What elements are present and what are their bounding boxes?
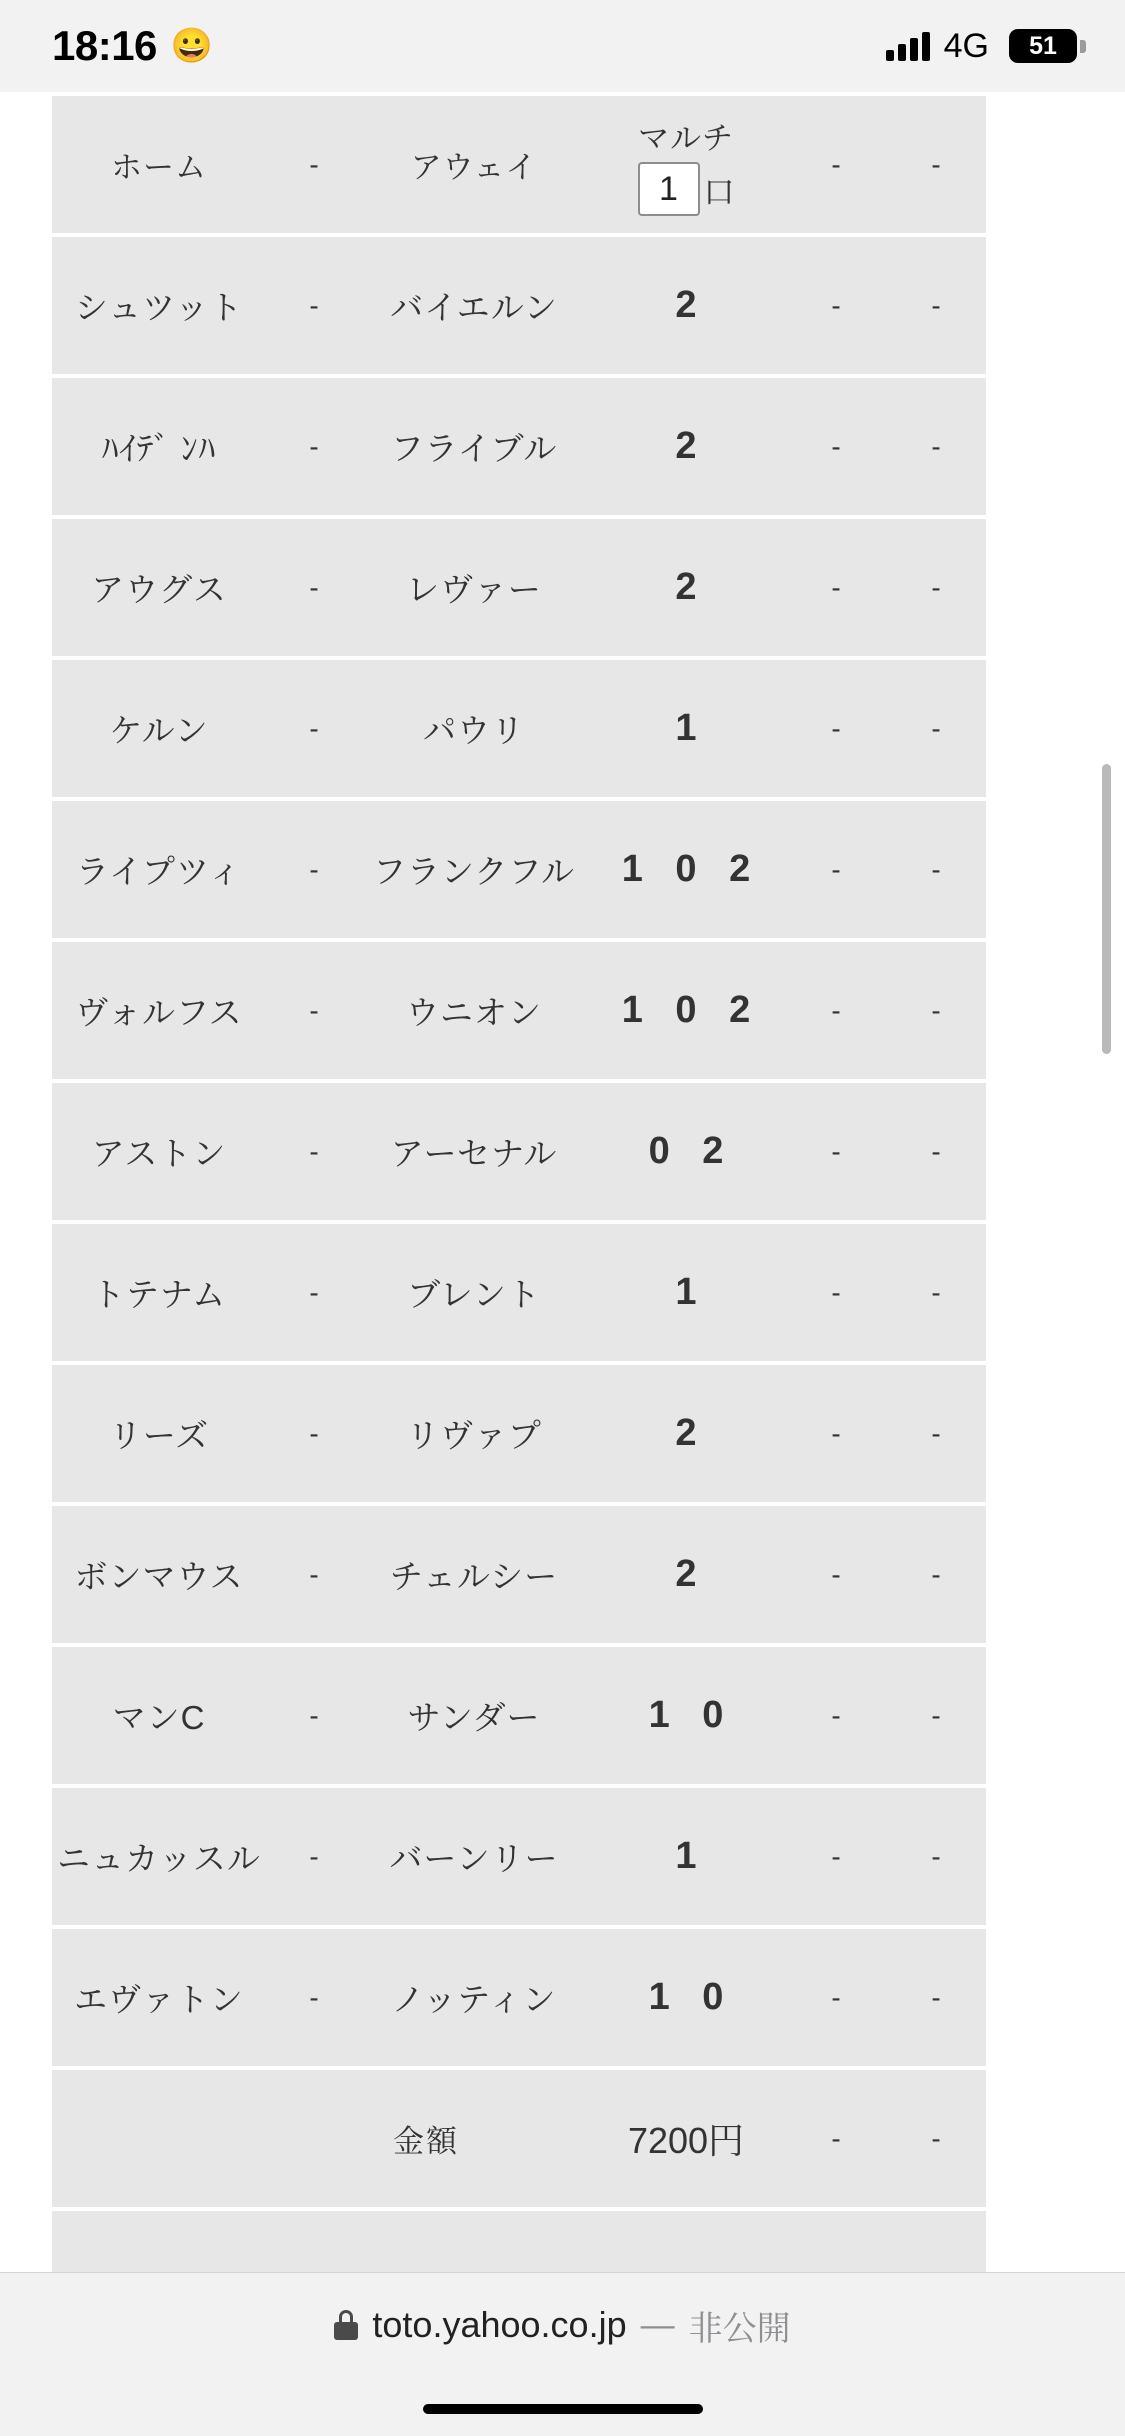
cell-away: サンダー	[362, 1647, 586, 1784]
cell-result-1: -	[786, 378, 886, 515]
cell-away: パウリ	[362, 660, 586, 797]
table-row	[52, 519, 986, 656]
table-row	[52, 1788, 986, 1925]
status-bar-left	[52, 22, 213, 70]
cell-spacer	[52, 2070, 266, 2207]
cell-home: トテナム	[52, 1224, 266, 1361]
cell-away: ブレント	[362, 1224, 586, 1361]
cell-result-1: -	[786, 660, 886, 797]
cell-partial	[886, 2211, 986, 2272]
table-row	[52, 1083, 986, 1220]
cell-pick[interactable]: 1	[586, 1788, 786, 1925]
cell-home: ボンマウス	[52, 1506, 266, 1643]
vertical-scrollbar[interactable]	[1102, 764, 1111, 1054]
cell-dash: -	[266, 660, 362, 797]
cell-home: シュツット	[52, 237, 266, 374]
cell-partial	[362, 2211, 586, 2272]
cell-dash: -	[266, 1647, 362, 1784]
cell-partial	[586, 2211, 786, 2272]
cell-result-2: -	[886, 96, 986, 233]
cell-result-2: -	[886, 801, 986, 938]
cell-pick[interactable]: 2	[586, 378, 786, 515]
cell-home: ヴォルフス	[52, 942, 266, 1079]
home-indicator[interactable]	[423, 2404, 703, 2414]
status-time: 18:16	[52, 22, 157, 69]
cell-result-2: -	[886, 1647, 986, 1784]
cell-result-2: -	[886, 378, 986, 515]
cell-result-1: -	[786, 942, 886, 1079]
cell-result-2: -	[886, 1929, 986, 2066]
cell-dash: -	[266, 519, 362, 656]
status-bar	[0, 0, 1125, 92]
cell-result-1: -	[786, 237, 886, 374]
table-row	[52, 1506, 986, 1643]
cell-result-2: -	[886, 2070, 986, 2207]
cell-result-2: -	[886, 519, 986, 656]
cell-home: ケルン	[52, 660, 266, 797]
cell-result-1: -	[786, 1365, 886, 1502]
bet-table	[52, 92, 986, 2272]
cell-result-2: -	[886, 1365, 986, 1502]
table-row	[52, 660, 986, 797]
multi-label: マルチ	[638, 121, 734, 156]
cell-result-1: -	[786, 1506, 886, 1643]
cell-dash: -	[266, 801, 362, 938]
cell-result-1: -	[786, 519, 886, 656]
url-separator: —	[640, 2305, 675, 2344]
url-label[interactable]: toto.yahoo.co.jp	[372, 2304, 627, 2345]
cell-dash: -	[266, 96, 362, 233]
cell-dash: -	[266, 1224, 362, 1361]
network-type-label: 4G	[943, 26, 989, 65]
cell-dash: -	[266, 1788, 362, 1925]
cell-result-1: -	[786, 1647, 886, 1784]
table-row	[52, 96, 986, 233]
table-row	[52, 378, 986, 515]
cell-away: フランクフル	[362, 801, 586, 938]
cell-dash: -	[266, 1929, 362, 2066]
cell-partial	[52, 2211, 266, 2272]
cell-multi[interactable]	[586, 96, 786, 233]
table-row	[52, 1365, 986, 1502]
cell-away: バーンリー	[362, 1788, 586, 1925]
battery-icon	[1009, 29, 1077, 63]
cell-home: ホーム	[52, 96, 266, 233]
table-row	[52, 942, 986, 1079]
cell-away: チェルシー	[362, 1506, 586, 1643]
cell-pick[interactable]: 1 0	[586, 1929, 786, 2066]
table-row	[52, 1647, 986, 1784]
cell-pick[interactable]: 2	[586, 237, 786, 374]
table-row	[52, 237, 986, 374]
cell-away: ウニオン	[362, 942, 586, 1079]
cell-pick[interactable]: 1 0 2	[586, 942, 786, 1079]
cell-pick[interactable]: 2	[586, 1506, 786, 1643]
cell-away: フライブル	[362, 378, 586, 515]
cell-away: レヴァー	[362, 519, 586, 656]
cell-result-2: -	[886, 1224, 986, 1361]
cell-result-1: -	[786, 96, 886, 233]
lock-icon	[334, 2310, 358, 2340]
cell-result-2: -	[886, 942, 986, 1079]
cell-partial	[266, 2211, 362, 2272]
cell-pick[interactable]: 1	[586, 1224, 786, 1361]
cell-result-2: -	[886, 237, 986, 374]
smiley-icon: 😀	[170, 27, 214, 65]
bet-slip-content	[52, 92, 1078, 2272]
cell-pick[interactable]: 0 2	[586, 1083, 786, 1220]
cell-result-1: -	[786, 1788, 886, 1925]
cell-result-2: -	[886, 1083, 986, 1220]
cell-pick[interactable]: 1	[586, 660, 786, 797]
cell-home: アストン	[52, 1083, 266, 1220]
cell-home: マンC	[52, 1647, 266, 1784]
cell-dash: -	[266, 378, 362, 515]
cell-partial	[786, 2211, 886, 2272]
unit-label: 口	[703, 174, 735, 210]
cell-home: リーズ	[52, 1365, 266, 1502]
cell-dash: -	[266, 1506, 362, 1643]
cell-result-2: -	[886, 1788, 986, 1925]
cell-pick[interactable]: 1 0 2	[586, 801, 786, 938]
cell-pick[interactable]: 2	[586, 519, 786, 656]
cell-away: アーセナル	[362, 1083, 586, 1220]
cell-away: リヴァプ	[362, 1365, 586, 1502]
signal-strength-icon	[886, 31, 930, 61]
cell-dash: -	[266, 237, 362, 374]
amount-label: 金額	[266, 2070, 586, 2207]
table-row	[52, 1929, 986, 2066]
cell-away: アウェイ	[362, 96, 586, 233]
cell-result-1: -	[786, 1929, 886, 2066]
cell-result-1: -	[786, 2070, 886, 2207]
cell-result-1: -	[786, 1224, 886, 1361]
private-mode-label: 非公開	[688, 2309, 791, 2348]
cell-home: ﾊｲﾃﾞ ﾝﾊ	[52, 378, 266, 515]
cell-dash: -	[266, 1365, 362, 1502]
status-bar-right	[886, 27, 1077, 66]
battery-level-label: 51	[1029, 31, 1057, 60]
table-row-partial	[52, 2211, 986, 2272]
table-row-amount	[52, 2070, 986, 2207]
table-row	[52, 801, 986, 938]
cell-away: バイエルン	[362, 237, 586, 374]
cell-home: アウグス	[52, 519, 266, 656]
cell-result-1: -	[786, 801, 886, 938]
cell-dash: -	[266, 942, 362, 1079]
cell-away: ノッティン	[362, 1929, 586, 2066]
cell-pick[interactable]: 1 0	[586, 1647, 786, 1784]
multi-count-input[interactable]	[638, 162, 700, 216]
table-row	[52, 1224, 986, 1361]
cell-result-2: -	[886, 660, 986, 797]
cell-home: エヴァトン	[52, 1929, 266, 2066]
cell-home: ライプツィ	[52, 801, 266, 938]
cell-dash: -	[266, 1083, 362, 1220]
url-bar[interactable]	[0, 2273, 1125, 2377]
cell-result-2: -	[886, 1506, 986, 1643]
webpage-viewport[interactable]	[0, 92, 1125, 2272]
amount-value: 7200円	[586, 2070, 786, 2207]
browser-bottom-bar	[0, 2272, 1125, 2436]
cell-home: ニュカッスル	[52, 1788, 266, 1925]
cell-result-1: -	[786, 1083, 886, 1220]
cell-pick[interactable]: 2	[586, 1365, 786, 1502]
